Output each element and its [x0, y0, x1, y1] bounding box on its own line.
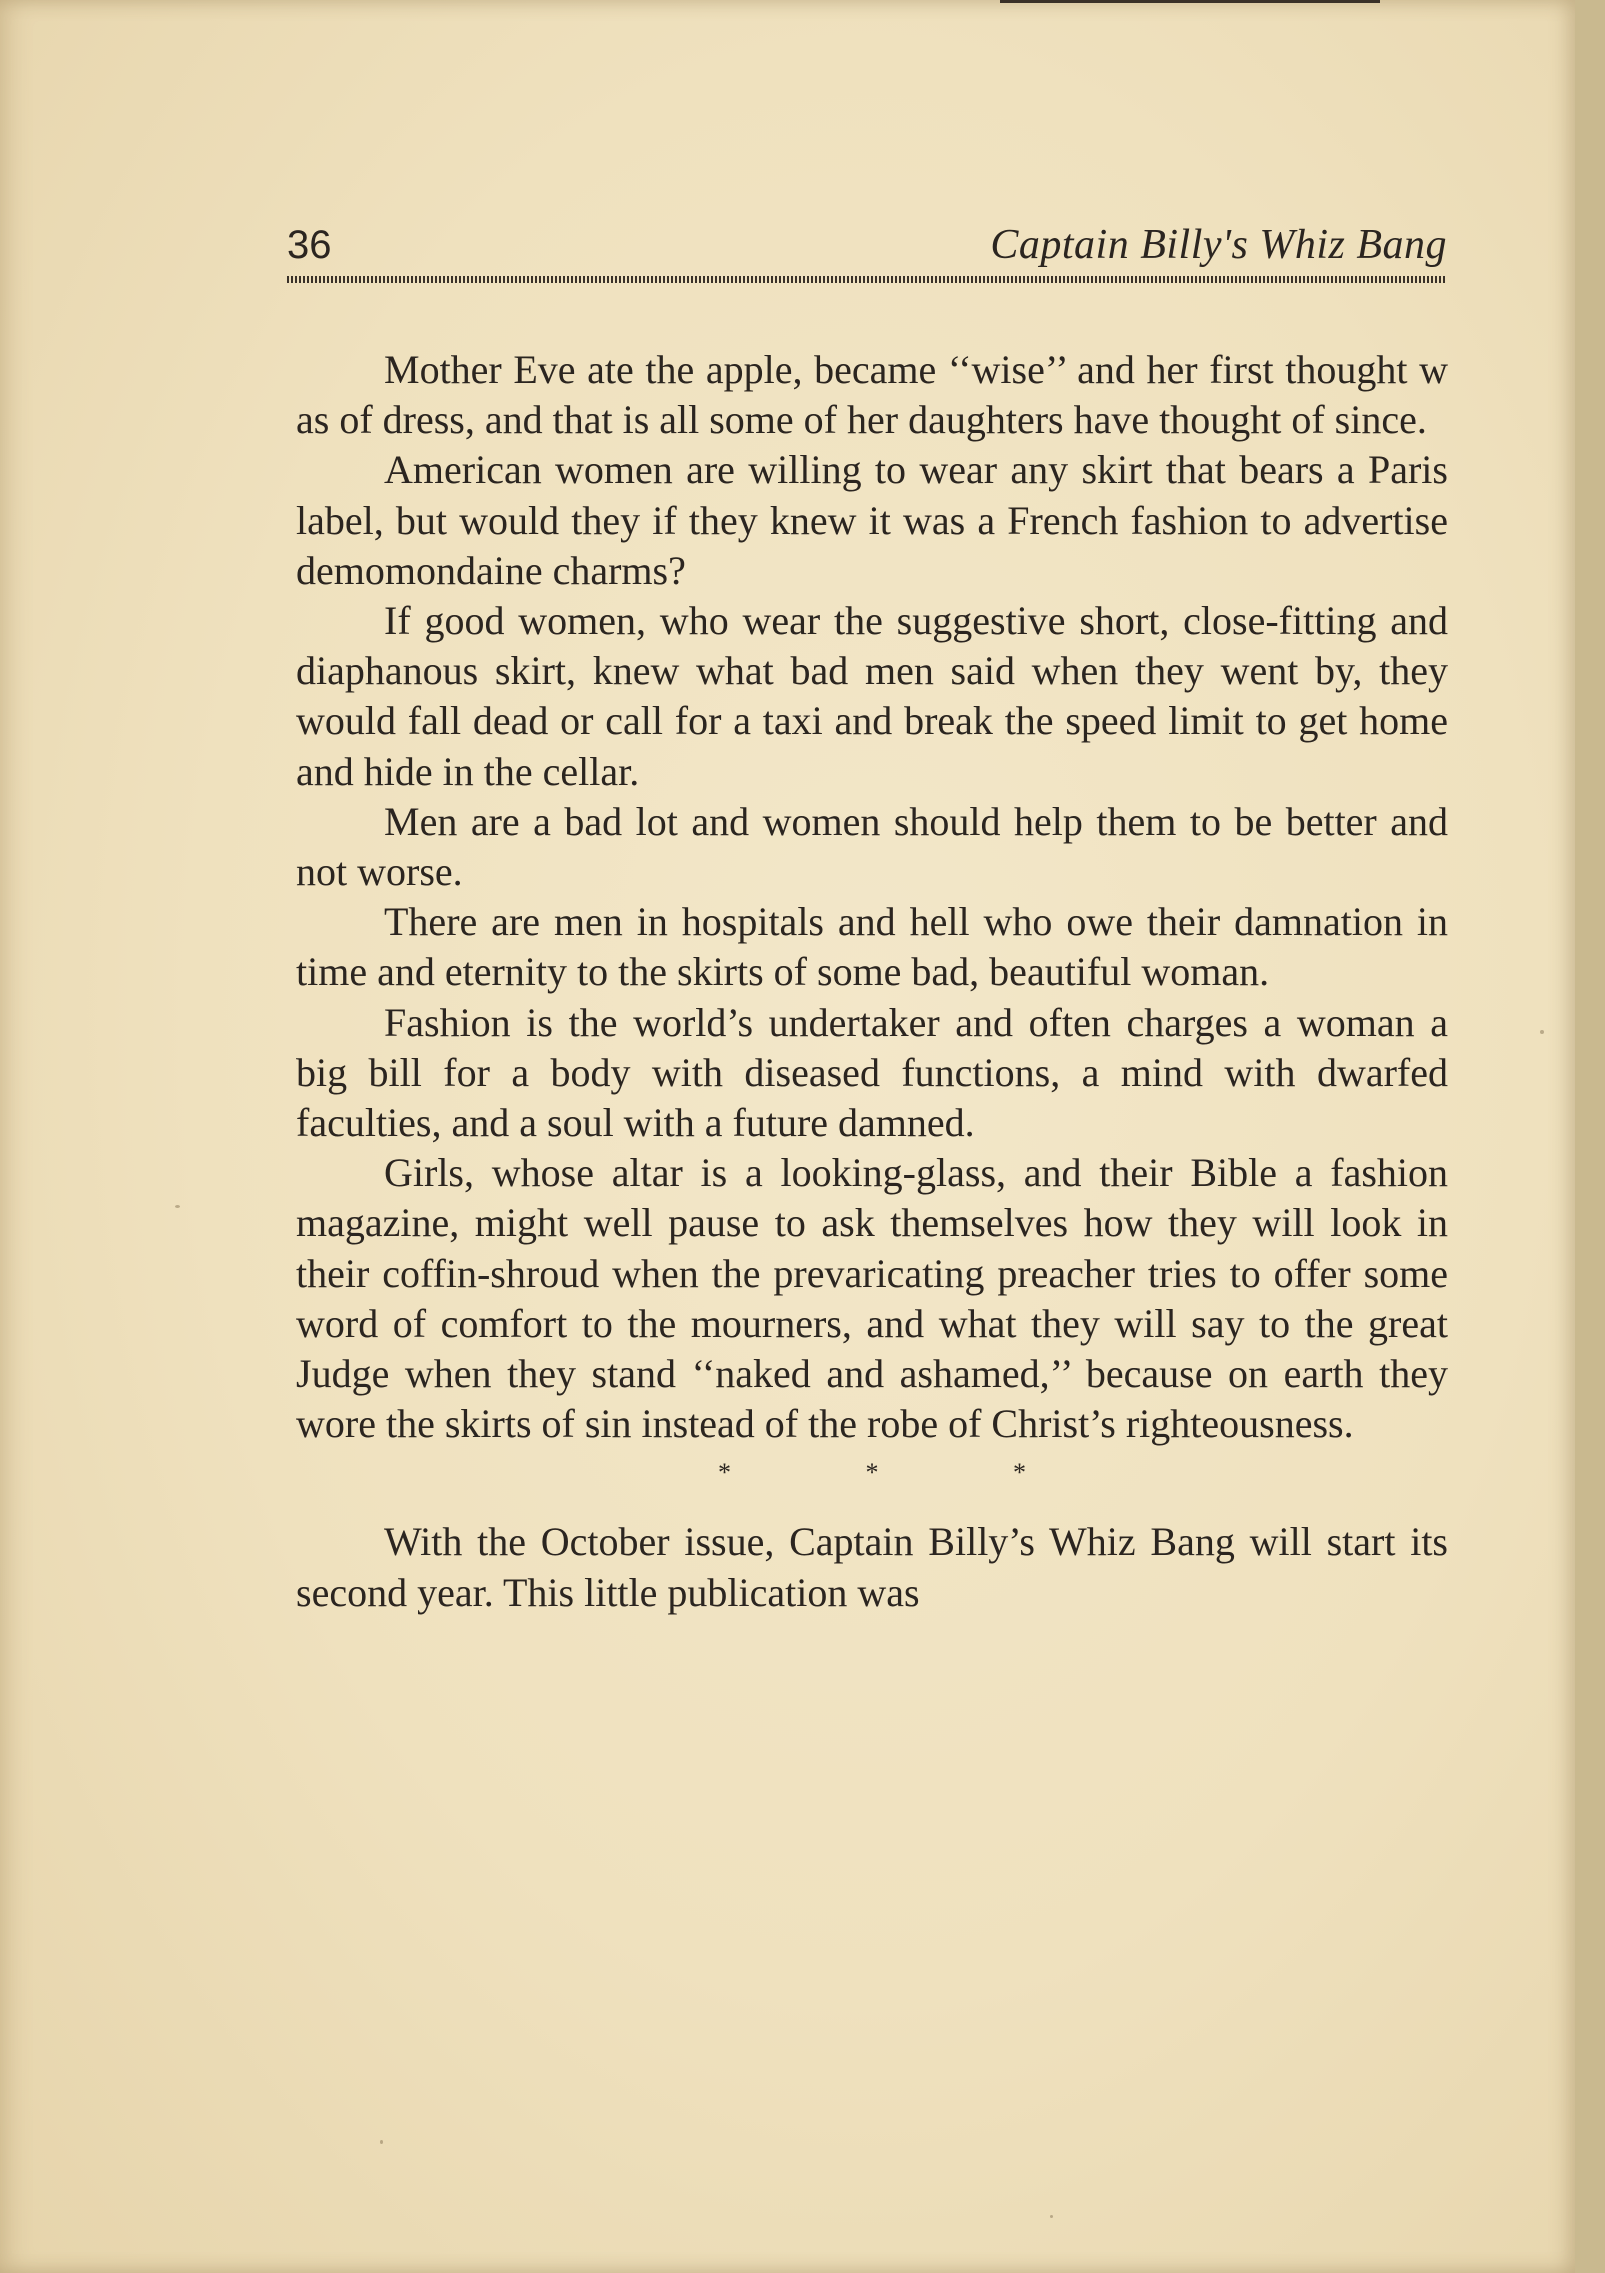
paragraph: Girls, whose altar is a looking-glass, and their Bible a fashion magazine, might well pause to ask themselves how they will look in their coffin-shroud when the prevaricating preacher tries to offer some word of comfort to the mourners, and what they will say to the great Judge when they stand ‘‘naked and ashamed,’’ because on earth they wore the skirts of sin instead of the robe of Christ’s righteousness.: [296, 1150, 1448, 1447]
paragraph: If good women, who wear the suggestive short, close-fitting and diaphanous skirt, knew what bad men said when they went by, they would fall dead or call for a taxi and break the speed limit to get home and hide in the cellar.: [296, 598, 1448, 794]
paper-speck: [1540, 1030, 1544, 1034]
paragraph: Fashion is the world’s undertaker and often charges a woman a big bill for a body with diseased functions, a mind with dwarfed faculties, and a soul with a future damned.: [296, 999, 1448, 1146]
header-rule: [287, 276, 1447, 283]
page-header: [287, 216, 1447, 274]
top-edge-rule: [1000, 0, 1380, 3]
paper-speck: [1050, 2215, 1053, 2218]
paper-speck: [380, 2140, 383, 2144]
page-number: 36: [287, 223, 332, 267]
paper-speck: [175, 1205, 180, 1208]
paragraph: Mother Eve ate the apple, became ‘‘wise’’ and her first thought w as of dress, and that is all some of her daughters have thought of since.: [296, 347, 1448, 443]
section-separator: * * *: [718, 1458, 1090, 1488]
paragraph: There are men in hospitals and hell who owe their damnation in time and eternity to the skirts of some bad, beautiful woman.: [296, 899, 1448, 995]
running-title: Captain Billy's Whiz Bang: [990, 222, 1447, 268]
article-body: [296, 345, 1448, 1618]
paragraph: American women are willing to wear any skirt that bears a Paris label, but would they if they knew it was a French fashion to advertise demomondaine charms?: [296, 447, 1448, 593]
closing-paragraph: With the October issue, Captain Billy’s Whiz Bang will start its second year. This little publication was: [296, 1519, 1448, 1615]
paragraph: Men are a bad lot and women should help them to be better and not worse.: [296, 798, 1448, 895]
